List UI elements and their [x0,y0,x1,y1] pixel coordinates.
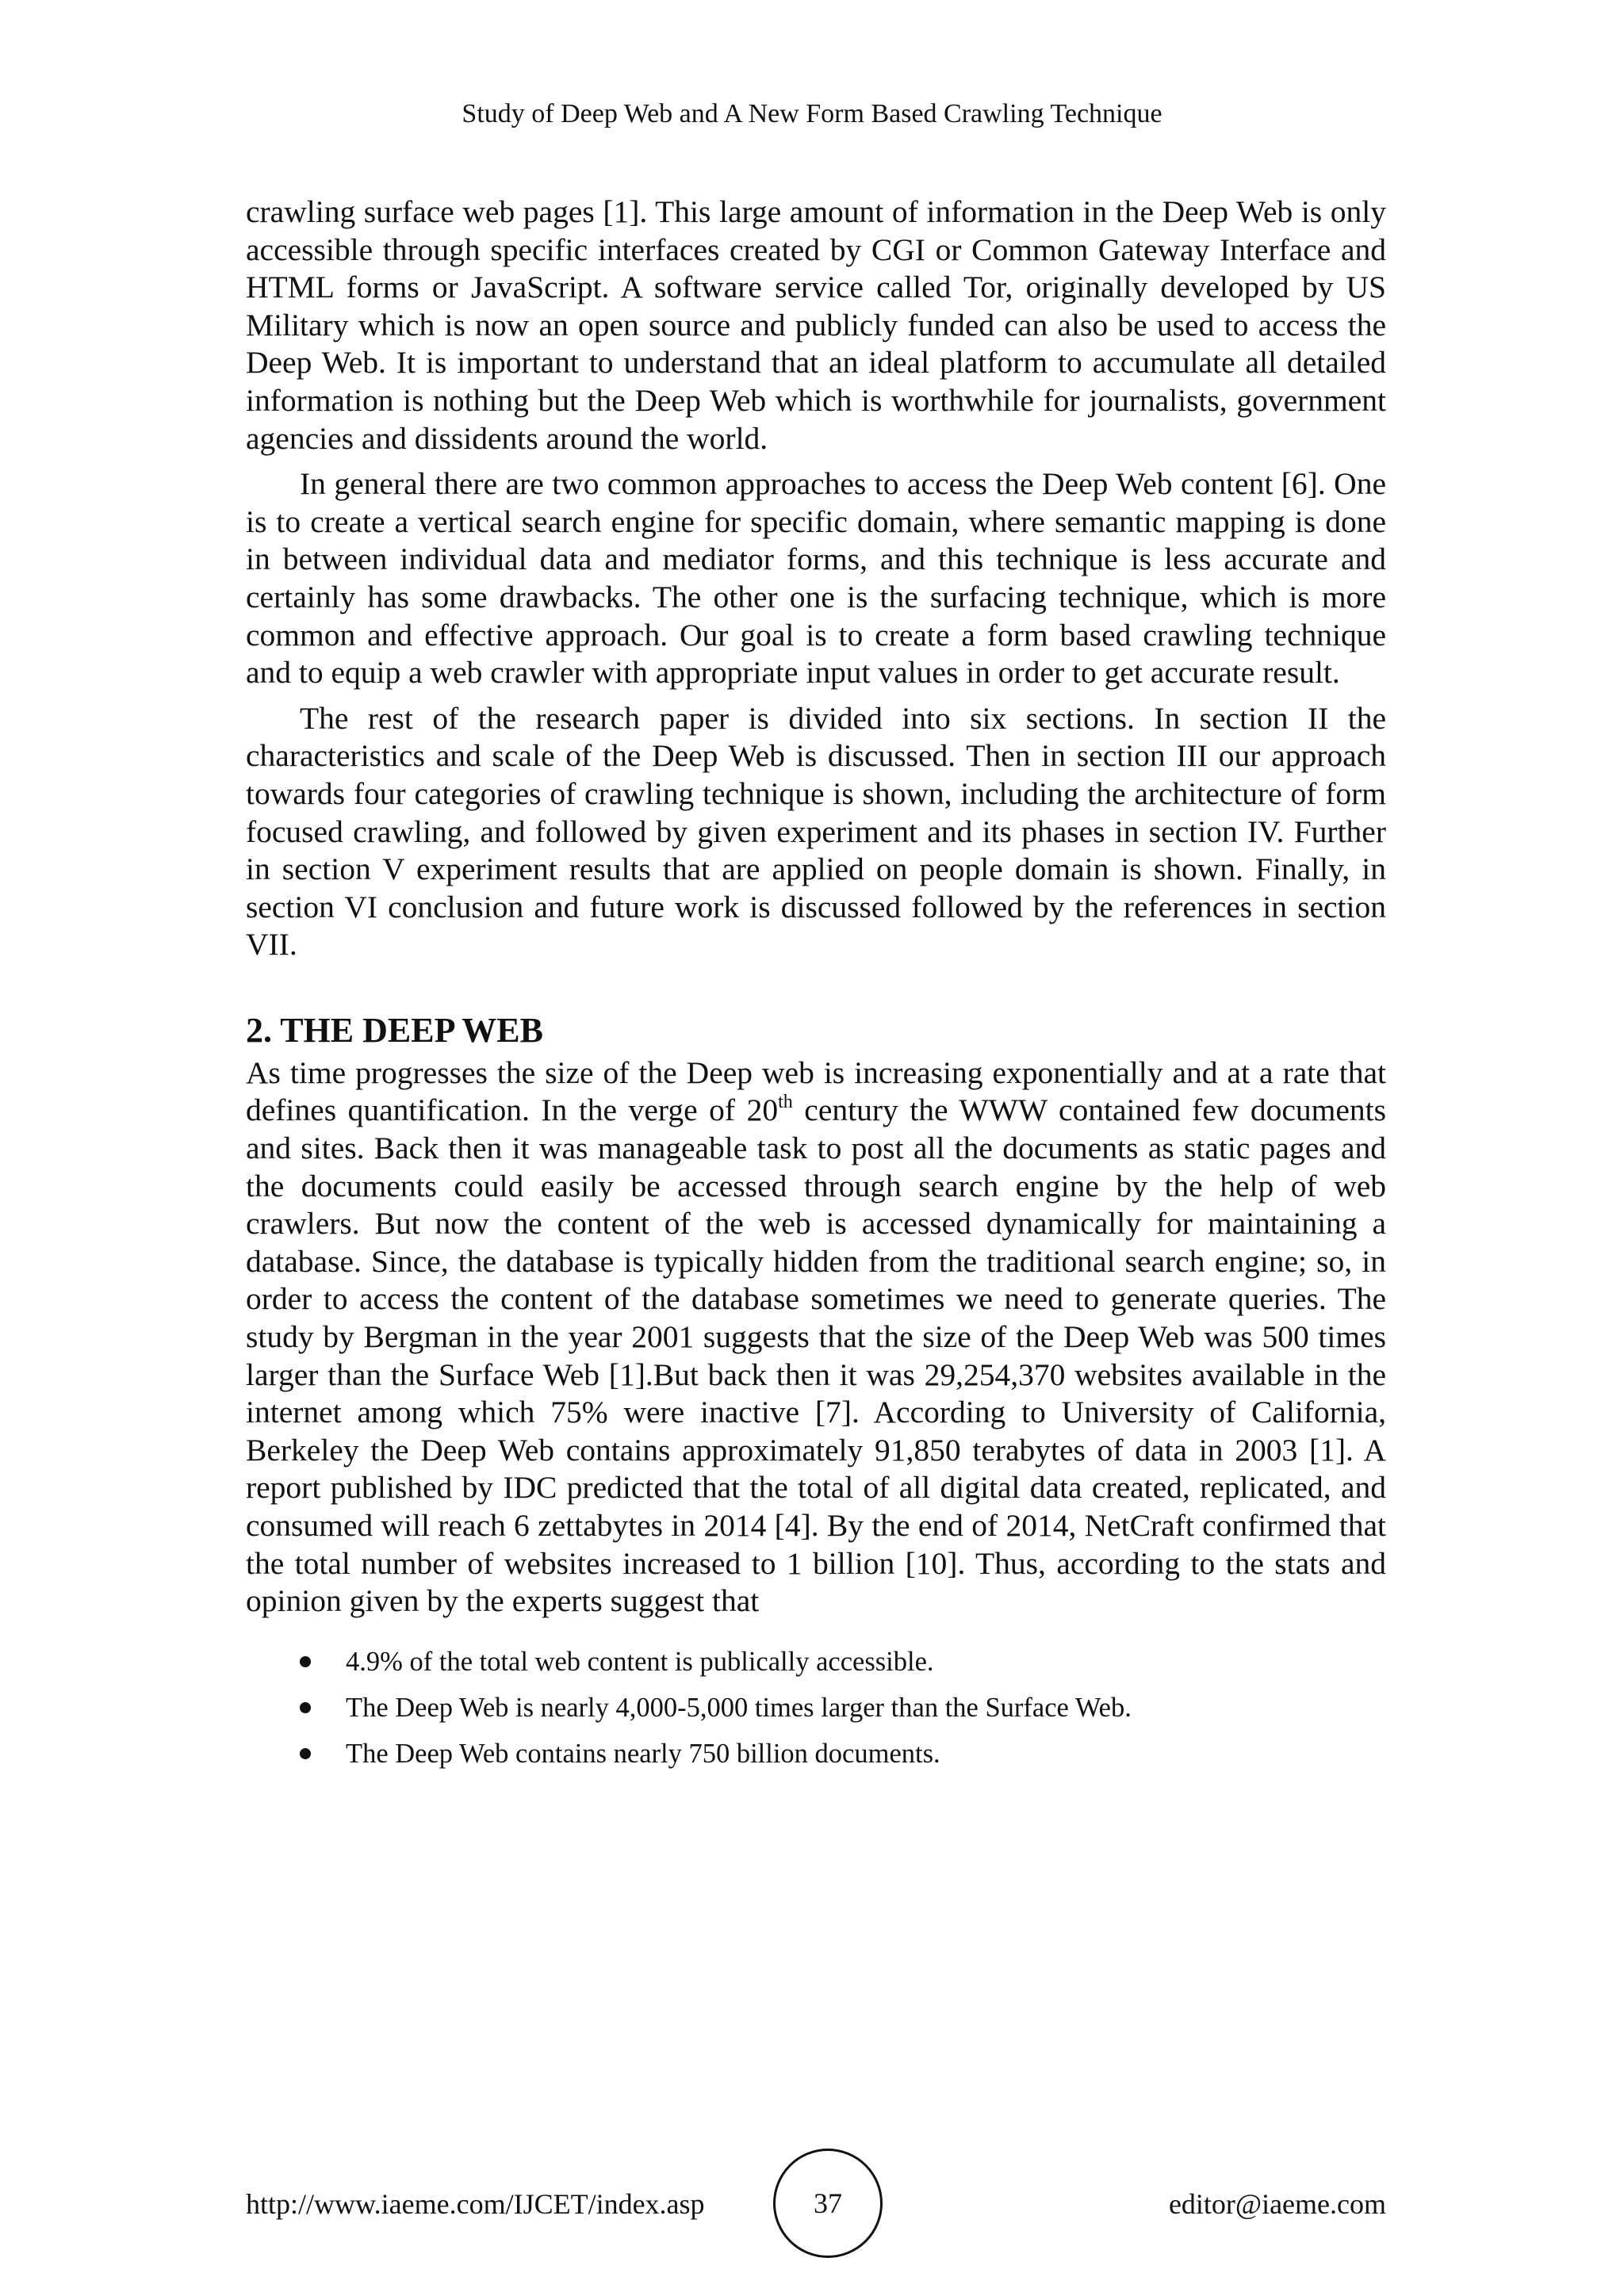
stats-bullet-list [246,1644,1386,1771]
bullet-text: 4.9% of the total web content is publically accessible. [346,1646,934,1677]
section-2-text-rest: century the WWW contained few documents and sites. Back then it was manageable task to post all the documents as static pages and the documents could easily be accessed through search engine by the help of web crawlers. But now the content of the web is accessed dynamically for maintaining a database. Since, the database is typically hidden from the traditional search engine; so, in order to access the content of the database sometimes we need to generate queries. The study by Bergman in the year 2001 suggests that the size of the Deep Web was 500 times larger than the Surface Web [1].But back then it was 29,254,370 websites available in the internet among which 75% were inactive [7]. According to University of California, Berkeley the Deep Web contains approximately 91,850 terabytes of data in 2003 [1]. A report published by IDC predicted that the total of all digital data created, replicated, and consumed will reach 6 zettabytes in 2014 [4]. By the end of 2014, NetCraft confirmed that the total number of websites increased to 1 billion [10]. Thus, according to the stats and opinion given by the experts suggest that [246,1093,1386,1619]
section-2-paragraph [246,1054,1386,1621]
page-footer [246,2149,1386,2260]
section-heading-deep-web: 2. THE DEEP WEB [246,1010,543,1050]
bullet-text: The Deep Web contains nearly 750 billion documents. [346,1738,940,1769]
footer-journal-url: http://www.iaeme.com/IJCET/index.asp [246,2188,705,2220]
bullet-icon [300,1748,311,1759]
running-header-title: Study of Deep Web and A New Form Based Crawling Technique [462,99,1162,128]
page-number: 37 [814,2187,842,2219]
section-2-text-start: As time progresses the size of the Deep web is increasing exponentially and at a rate that defines quantification. In the verge of 20 [246,1054,1386,1128]
bullet-icon [300,1702,311,1713]
bullet-item [246,1690,1386,1725]
intro-paragraph-3: The rest of the research paper is divided into six sections. In section II the characteristics and scale of the Deep Web is discussed. Then in section III our approach towards four categories of crawling technique is shown, including the architecture of form focused crawling, and followed by given experiment and its phases in section IV. Further in section V experiment results that are applied on people domain is shown. Finally, in section VI conclusion and future work is discussed followed by the references in section VII. [246,700,1386,962]
bullet-text: The Deep Web is nearly 4,000-5,000 times larger than the Surface Web. [346,1692,1132,1723]
intro-paragraph-2: In general there are two common approaches to access the Deep Web content [6]. One is to create a vertical search engine for specific domain, where semantic mapping is done in between individual data and mediator forms, and this technique is less accurate and certainly has some drawbacks. The other one is the surfacing technique, which is more common and effective approach. Our goal is to create a form based crawling technique and to equip a web crawler with appropriate input values in order to get accurate result. [246,466,1386,691]
bullet-item [246,1736,1386,1771]
article-body [246,193,1386,1782]
bullet-item [246,1644,1386,1679]
footer-editor-email: editor@iaeme.com [1168,2188,1386,2220]
superscript-th: th [778,1092,793,1113]
bullet-icon [300,1656,311,1667]
intro-paragraph-1: crawling surface web pages [1]. This large amount of information in the Deep Web is only accessible through specific interfaces created by CGI or Common Gateway Interface and HTML forms or JavaScript. A software service called Tor, originally developed by US Military which is now an open source and publicly funded can also be used to access the Deep Web. It is important to understand that an ideal platform to accumulate all detailed information is nothing but the Deep Web which is worthwhile for journalists, government agencies and dissidents around the world. [246,194,1386,456]
page-number-circle [773,2149,883,2258]
